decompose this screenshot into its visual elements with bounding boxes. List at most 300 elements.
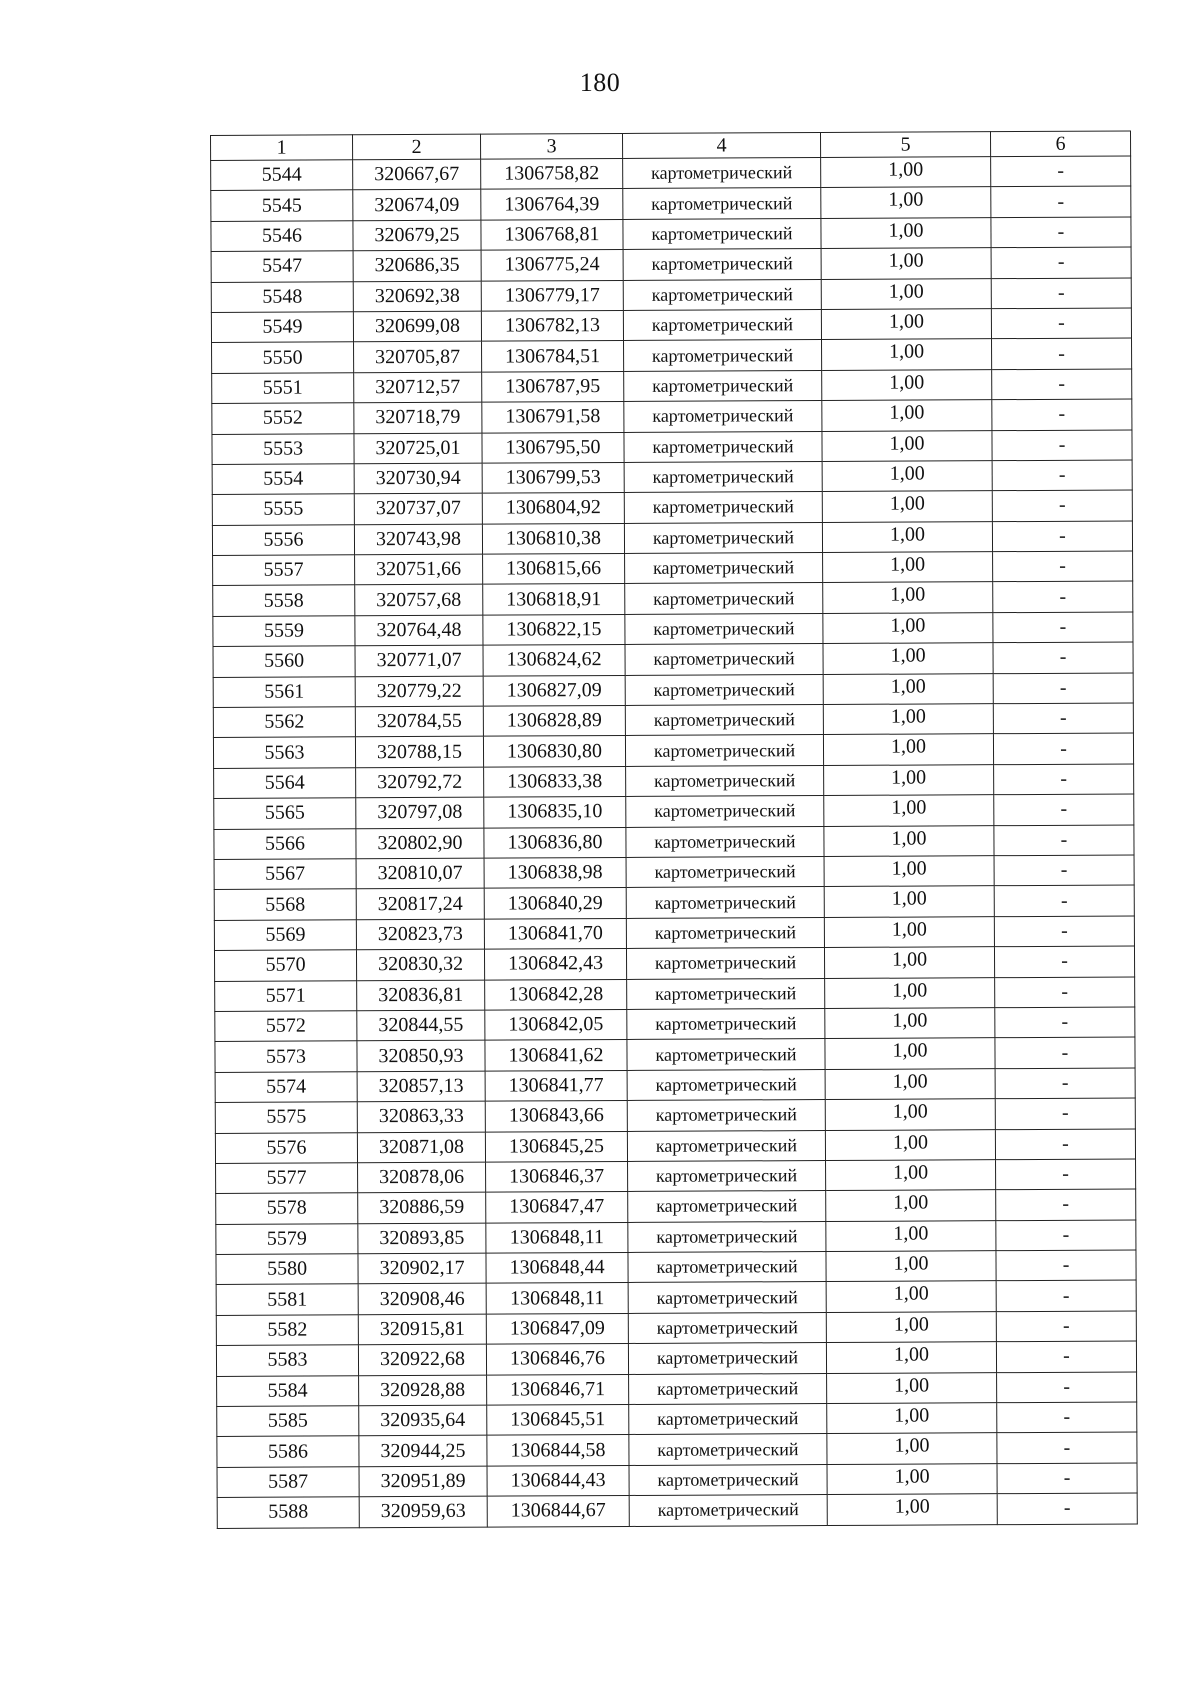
note-cell: - bbox=[993, 642, 1133, 673]
x-coordinate-cell: 320844,55 bbox=[357, 1010, 485, 1041]
x-coordinate-cell: 320725,01 bbox=[354, 433, 482, 464]
point-number-cell: 5580 bbox=[216, 1254, 358, 1285]
y-coordinate-cell: 1306844,67 bbox=[487, 1496, 629, 1527]
x-coordinate-cell: 320908,46 bbox=[358, 1284, 486, 1315]
x-coordinate-cell: 320771,07 bbox=[355, 645, 483, 676]
x-coordinate-cell: 320857,13 bbox=[357, 1071, 485, 1102]
note-cell: - bbox=[996, 1189, 1136, 1220]
accuracy-cell: 1,00 bbox=[824, 886, 994, 917]
accuracy-cell: 1,00 bbox=[825, 1099, 995, 1130]
table-row bbox=[213, 733, 1133, 768]
table-row bbox=[211, 278, 1131, 313]
accuracy-cell: 1,00 bbox=[822, 491, 992, 522]
table-row bbox=[215, 1098, 1135, 1133]
method-cell: картометрический bbox=[623, 279, 821, 310]
y-coordinate-cell: 1306848,44 bbox=[486, 1253, 628, 1284]
note-cell: - bbox=[993, 673, 1133, 704]
table-row bbox=[215, 1068, 1135, 1103]
note-cell: - bbox=[994, 885, 1134, 916]
method-cell: картометрический bbox=[626, 887, 824, 918]
accuracy-cell: 1,00 bbox=[823, 552, 993, 583]
x-coordinate-cell: 320836,81 bbox=[357, 980, 485, 1011]
accuracy-cell: 1,00 bbox=[821, 157, 991, 188]
method-cell: картометрический bbox=[627, 978, 825, 1009]
note-cell: - bbox=[994, 916, 1134, 947]
note-cell: - bbox=[993, 551, 1133, 582]
point-number-cell: 5548 bbox=[211, 281, 353, 312]
y-coordinate-cell: 1306830,80 bbox=[483, 736, 625, 767]
method-cell: картометрический bbox=[625, 553, 823, 584]
accuracy-cell: 1,00 bbox=[824, 795, 994, 826]
note-cell: - bbox=[991, 186, 1131, 217]
accuracy-cell: 1,00 bbox=[821, 278, 991, 309]
note-cell: - bbox=[993, 703, 1133, 734]
method-cell: картометрический bbox=[628, 1312, 826, 1343]
x-coordinate-cell: 320959,63 bbox=[359, 1496, 487, 1527]
method-cell: картометрический bbox=[624, 522, 822, 553]
table-row bbox=[211, 217, 1131, 252]
accuracy-cell: 1,00 bbox=[823, 734, 993, 765]
method-cell: картометрический bbox=[629, 1464, 827, 1495]
note-cell: - bbox=[995, 1128, 1135, 1159]
page-number: 180 bbox=[579, 68, 621, 97]
x-coordinate-cell: 320935,64 bbox=[359, 1405, 487, 1436]
x-coordinate-cell: 320667,67 bbox=[353, 159, 481, 190]
accuracy-cell: 1,00 bbox=[826, 1160, 996, 1191]
accuracy-cell: 1,00 bbox=[821, 187, 991, 218]
x-coordinate-cell: 320788,15 bbox=[355, 737, 483, 768]
table-row bbox=[213, 703, 1133, 738]
table-body bbox=[211, 156, 1138, 1528]
column-header-1: 1 bbox=[211, 135, 353, 161]
accuracy-cell: 1,00 bbox=[827, 1372, 997, 1403]
y-coordinate-cell: 1306846,76 bbox=[486, 1344, 628, 1375]
point-number-cell: 5585 bbox=[217, 1406, 359, 1437]
y-coordinate-cell: 1306847,47 bbox=[486, 1192, 628, 1223]
y-coordinate-cell: 1306841,62 bbox=[485, 1040, 627, 1071]
point-number-cell: 5577 bbox=[216, 1163, 358, 1194]
x-coordinate-cell: 320928,88 bbox=[359, 1375, 487, 1406]
x-coordinate-cell: 320922,68 bbox=[358, 1344, 486, 1375]
x-coordinate-cell: 320686,35 bbox=[353, 250, 481, 281]
y-coordinate-cell: 1306845,51 bbox=[487, 1404, 629, 1435]
y-coordinate-cell: 1306843,66 bbox=[485, 1101, 627, 1132]
method-cell: картометрический bbox=[623, 249, 821, 280]
method-cell: картометрический bbox=[626, 856, 824, 887]
y-coordinate-cell: 1306779,17 bbox=[481, 280, 623, 311]
table-row bbox=[215, 1007, 1135, 1042]
x-coordinate-cell: 320863,33 bbox=[357, 1101, 485, 1132]
note-cell: - bbox=[992, 399, 1132, 430]
y-coordinate-cell: 1306775,24 bbox=[481, 250, 623, 281]
method-cell: картометрический bbox=[624, 340, 822, 371]
note-cell: - bbox=[996, 1250, 1136, 1281]
table-row bbox=[216, 1341, 1136, 1376]
table-row bbox=[214, 764, 1134, 799]
coordinates-table-wrapper bbox=[210, 130, 1138, 1528]
table-row bbox=[216, 1311, 1136, 1346]
x-coordinate-cell: 320674,09 bbox=[353, 190, 481, 221]
table-row bbox=[217, 1463, 1137, 1498]
method-cell: картометрический bbox=[624, 401, 822, 432]
accuracy-cell: 1,00 bbox=[824, 916, 994, 947]
y-coordinate-cell: 1306844,58 bbox=[487, 1435, 629, 1466]
point-number-cell: 5578 bbox=[216, 1193, 358, 1224]
column-header-5: 5 bbox=[820, 132, 990, 158]
point-number-cell: 5587 bbox=[217, 1467, 359, 1498]
note-cell: - bbox=[992, 369, 1132, 400]
y-coordinate-cell: 1306842,05 bbox=[485, 1009, 627, 1040]
table-row bbox=[213, 551, 1133, 586]
method-cell: картометрический bbox=[623, 309, 821, 340]
accuracy-cell: 1,00 bbox=[824, 825, 994, 856]
table-row bbox=[217, 1402, 1137, 1437]
x-coordinate-cell: 320817,24 bbox=[356, 889, 484, 920]
point-number-cell: 5568 bbox=[214, 889, 356, 920]
method-cell: картометрический bbox=[626, 948, 824, 979]
method-cell: картометрический bbox=[625, 613, 823, 644]
y-coordinate-cell: 1306841,70 bbox=[484, 918, 626, 949]
note-cell: - bbox=[995, 1098, 1135, 1129]
table-row bbox=[214, 885, 1134, 920]
x-coordinate-cell: 320784,55 bbox=[355, 706, 483, 737]
method-cell: картометрический bbox=[624, 370, 822, 401]
point-number-cell: 5555 bbox=[212, 494, 354, 525]
y-coordinate-cell: 1306799,53 bbox=[482, 462, 624, 493]
point-number-cell: 5554 bbox=[212, 464, 354, 495]
x-coordinate-cell: 320764,48 bbox=[355, 615, 483, 646]
method-cell: картометрический bbox=[629, 1495, 827, 1526]
accuracy-cell: 1,00 bbox=[826, 1190, 996, 1221]
y-coordinate-cell: 1306842,43 bbox=[484, 949, 626, 980]
note-cell: - bbox=[991, 278, 1131, 309]
table-row bbox=[213, 612, 1133, 647]
note-cell: - bbox=[995, 1037, 1135, 1068]
method-cell: картометрический bbox=[624, 461, 822, 492]
method-cell: картометрический bbox=[628, 1160, 826, 1191]
accuracy-cell: 1,00 bbox=[826, 1281, 996, 1312]
coordinates-table bbox=[210, 130, 1138, 1528]
y-coordinate-cell: 1306764,39 bbox=[481, 189, 623, 220]
table-row bbox=[215, 1037, 1135, 1072]
point-number-cell: 5573 bbox=[215, 1041, 357, 1072]
x-coordinate-cell: 320705,87 bbox=[354, 342, 482, 373]
table-row bbox=[216, 1220, 1136, 1255]
x-coordinate-cell: 320810,07 bbox=[356, 858, 484, 889]
method-cell: картометрический bbox=[625, 705, 823, 736]
point-number-cell: 5561 bbox=[213, 676, 355, 707]
method-cell: картометрический bbox=[624, 492, 822, 523]
accuracy-cell: 1,00 bbox=[825, 1008, 995, 1039]
note-cell: - bbox=[995, 1007, 1135, 1038]
note-cell: - bbox=[991, 217, 1131, 248]
accuracy-cell: 1,00 bbox=[827, 1403, 997, 1434]
point-number-cell: 5545 bbox=[211, 190, 353, 221]
note-cell: - bbox=[991, 247, 1131, 278]
accuracy-cell: 1,00 bbox=[826, 1312, 996, 1343]
note-cell: - bbox=[992, 430, 1132, 461]
accuracy-cell: 1,00 bbox=[827, 1433, 997, 1464]
accuracy-cell: 1,00 bbox=[825, 1038, 995, 1069]
x-coordinate-cell: 320893,85 bbox=[358, 1223, 486, 1254]
table-row bbox=[214, 794, 1134, 829]
table-row bbox=[213, 642, 1133, 677]
point-number-cell: 5575 bbox=[215, 1102, 357, 1133]
method-cell: картометрический bbox=[625, 644, 823, 675]
point-number-cell: 5583 bbox=[216, 1345, 358, 1376]
note-cell: - bbox=[997, 1402, 1137, 1433]
x-coordinate-cell: 320712,57 bbox=[354, 372, 482, 403]
point-number-cell: 5576 bbox=[215, 1132, 357, 1163]
method-cell: картометрический bbox=[628, 1252, 826, 1283]
table-row bbox=[211, 247, 1131, 282]
accuracy-cell: 1,00 bbox=[827, 1463, 997, 1494]
table-row bbox=[212, 490, 1132, 525]
table-row bbox=[212, 521, 1132, 556]
point-number-cell: 5551 bbox=[212, 373, 354, 404]
note-cell: - bbox=[994, 764, 1134, 795]
x-coordinate-cell: 320699,08 bbox=[353, 311, 481, 342]
table-row bbox=[214, 946, 1134, 981]
y-coordinate-cell: 1306758,82 bbox=[481, 158, 623, 189]
point-number-cell: 5581 bbox=[216, 1284, 358, 1315]
y-coordinate-cell: 1306836,80 bbox=[484, 827, 626, 858]
point-number-cell: 5582 bbox=[216, 1315, 358, 1346]
x-coordinate-cell: 320743,98 bbox=[354, 524, 482, 555]
note-cell: - bbox=[997, 1463, 1137, 1494]
point-number-cell: 5565 bbox=[214, 798, 356, 829]
y-coordinate-cell: 1306845,25 bbox=[485, 1131, 627, 1162]
x-coordinate-cell: 320779,22 bbox=[355, 676, 483, 707]
point-number-cell: 5586 bbox=[217, 1436, 359, 1467]
table-row bbox=[217, 1432, 1137, 1467]
point-number-cell: 5556 bbox=[212, 524, 354, 555]
accuracy-cell: 1,00 bbox=[824, 947, 994, 978]
note-cell: - bbox=[991, 156, 1131, 187]
note-cell: - bbox=[996, 1280, 1136, 1311]
accuracy-cell: 1,00 bbox=[822, 521, 992, 552]
table-row bbox=[216, 1280, 1136, 1315]
point-number-cell: 5567 bbox=[214, 859, 356, 890]
table-row bbox=[214, 825, 1134, 860]
point-number-cell: 5564 bbox=[214, 768, 356, 799]
y-coordinate-cell: 1306833,38 bbox=[484, 766, 626, 797]
note-cell: - bbox=[996, 1159, 1136, 1190]
x-coordinate-cell: 320871,08 bbox=[357, 1132, 485, 1163]
point-number-cell: 5546 bbox=[211, 221, 353, 252]
table-row bbox=[212, 399, 1132, 434]
x-coordinate-cell: 320797,08 bbox=[356, 797, 484, 828]
point-number-cell: 5579 bbox=[216, 1223, 358, 1254]
table-row bbox=[213, 581, 1133, 616]
table-row bbox=[212, 369, 1132, 404]
point-number-cell: 5569 bbox=[214, 920, 356, 951]
method-cell: картометрический bbox=[623, 218, 821, 249]
note-cell: - bbox=[996, 1341, 1136, 1372]
method-cell: картометрический bbox=[626, 796, 824, 827]
note-cell: - bbox=[992, 460, 1132, 491]
method-cell: картометрический bbox=[627, 1069, 825, 1100]
y-coordinate-cell: 1306791,58 bbox=[482, 402, 624, 433]
table-row bbox=[217, 1493, 1137, 1528]
column-header-6: 6 bbox=[990, 131, 1130, 157]
point-number-cell: 5547 bbox=[211, 251, 353, 282]
accuracy-cell: 1,00 bbox=[827, 1494, 997, 1525]
x-coordinate-cell: 320823,73 bbox=[356, 919, 484, 950]
y-coordinate-cell: 1306847,09 bbox=[486, 1313, 628, 1344]
y-coordinate-cell: 1306841,77 bbox=[485, 1070, 627, 1101]
point-number-cell: 5566 bbox=[214, 828, 356, 859]
point-number-cell: 5562 bbox=[213, 707, 355, 738]
method-cell: картометрический bbox=[627, 1100, 825, 1131]
point-number-cell: 5552 bbox=[212, 403, 354, 434]
y-coordinate-cell: 1306844,43 bbox=[487, 1465, 629, 1496]
note-cell: - bbox=[993, 581, 1133, 612]
accuracy-cell: 1,00 bbox=[822, 369, 992, 400]
method-cell: картометрический bbox=[623, 158, 821, 189]
method-cell: картометрический bbox=[629, 1434, 827, 1465]
accuracy-cell: 1,00 bbox=[826, 1251, 996, 1282]
x-coordinate-cell: 320751,66 bbox=[355, 554, 483, 585]
table-row bbox=[212, 430, 1132, 465]
accuracy-cell: 1,00 bbox=[823, 673, 993, 704]
note-cell: - bbox=[996, 1311, 1136, 1342]
point-number-cell: 5574 bbox=[215, 1072, 357, 1103]
method-cell: картометрический bbox=[627, 1130, 825, 1161]
column-header-4: 4 bbox=[622, 133, 820, 159]
method-cell: картометрический bbox=[629, 1404, 827, 1435]
table-row bbox=[213, 673, 1133, 708]
point-number-cell: 5557 bbox=[213, 555, 355, 586]
note-cell: - bbox=[994, 794, 1134, 825]
accuracy-cell: 1,00 bbox=[823, 643, 993, 674]
accuracy-cell: 1,00 bbox=[823, 582, 993, 613]
x-coordinate-cell: 320679,25 bbox=[353, 220, 481, 251]
y-coordinate-cell: 1306842,28 bbox=[485, 979, 627, 1010]
method-cell: картометрический bbox=[626, 826, 824, 857]
table-row bbox=[212, 338, 1132, 373]
method-cell: картометрический bbox=[627, 1008, 825, 1039]
y-coordinate-cell: 1306815,66 bbox=[483, 554, 625, 585]
method-cell: картометрический bbox=[624, 431, 822, 462]
accuracy-cell: 1,00 bbox=[821, 309, 991, 340]
note-cell: - bbox=[997, 1432, 1137, 1463]
table-row bbox=[216, 1250, 1136, 1285]
note-cell: - bbox=[991, 308, 1131, 339]
note-cell: - bbox=[995, 1068, 1135, 1099]
y-coordinate-cell: 1306848,11 bbox=[486, 1222, 628, 1253]
y-coordinate-cell: 1306810,38 bbox=[482, 523, 624, 554]
method-cell: картометрический bbox=[629, 1373, 827, 1404]
method-cell: картометрический bbox=[628, 1343, 826, 1374]
y-coordinate-cell: 1306787,95 bbox=[482, 371, 624, 402]
table-row bbox=[214, 916, 1134, 951]
accuracy-cell: 1,00 bbox=[826, 1342, 996, 1373]
accuracy-cell: 1,00 bbox=[823, 704, 993, 735]
note-cell: - bbox=[996, 1220, 1136, 1251]
x-coordinate-cell: 320692,38 bbox=[353, 281, 481, 312]
accuracy-cell: 1,00 bbox=[821, 248, 991, 279]
table-row bbox=[211, 156, 1131, 191]
note-cell: - bbox=[994, 855, 1134, 886]
note-cell: - bbox=[994, 825, 1134, 856]
point-number-cell: 5544 bbox=[211, 160, 353, 191]
y-coordinate-cell: 1306838,98 bbox=[484, 857, 626, 888]
x-coordinate-cell: 320730,94 bbox=[354, 463, 482, 494]
y-coordinate-cell: 1306784,51 bbox=[482, 341, 624, 372]
method-cell: картометрический bbox=[625, 583, 823, 614]
note-cell: - bbox=[997, 1493, 1137, 1524]
y-coordinate-cell: 1306846,37 bbox=[486, 1161, 628, 1192]
accuracy-cell: 1,00 bbox=[825, 1068, 995, 1099]
point-number-cell: 5572 bbox=[215, 1011, 357, 1042]
x-coordinate-cell: 320902,17 bbox=[358, 1253, 486, 1284]
table-row bbox=[217, 1372, 1137, 1407]
note-cell: - bbox=[993, 733, 1133, 764]
method-cell: картометрический bbox=[628, 1282, 826, 1313]
accuracy-cell: 1,00 bbox=[824, 856, 994, 887]
x-coordinate-cell: 320830,32 bbox=[356, 949, 484, 980]
x-coordinate-cell: 320915,81 bbox=[358, 1314, 486, 1345]
accuracy-cell: 1,00 bbox=[824, 764, 994, 795]
x-coordinate-cell: 320737,07 bbox=[354, 493, 482, 524]
point-number-cell: 5570 bbox=[214, 950, 356, 981]
table-row bbox=[211, 308, 1131, 343]
point-number-cell: 5553 bbox=[212, 433, 354, 464]
method-cell: картометрический bbox=[625, 674, 823, 705]
note-cell: - bbox=[997, 1372, 1137, 1403]
column-header-3: 3 bbox=[480, 133, 622, 159]
y-coordinate-cell: 1306840,29 bbox=[484, 888, 626, 919]
y-coordinate-cell: 1306804,92 bbox=[482, 493, 624, 524]
note-cell: - bbox=[993, 612, 1133, 643]
point-number-cell: 5588 bbox=[217, 1497, 359, 1528]
accuracy-cell: 1,00 bbox=[823, 613, 993, 644]
y-coordinate-cell: 1306828,89 bbox=[483, 706, 625, 737]
y-coordinate-cell: 1306782,13 bbox=[481, 310, 623, 341]
y-coordinate-cell: 1306822,15 bbox=[483, 614, 625, 645]
table-row bbox=[215, 977, 1135, 1012]
note-cell: - bbox=[992, 521, 1132, 552]
x-coordinate-cell: 320944,25 bbox=[359, 1436, 487, 1467]
y-coordinate-cell: 1306846,71 bbox=[487, 1374, 629, 1405]
point-number-cell: 5560 bbox=[213, 646, 355, 677]
point-number-cell: 5563 bbox=[213, 737, 355, 768]
method-cell: картометрический bbox=[626, 765, 824, 796]
point-number-cell: 5549 bbox=[211, 312, 353, 343]
y-coordinate-cell: 1306835,10 bbox=[484, 797, 626, 828]
method-cell: картометрический bbox=[623, 188, 821, 219]
point-number-cell: 5559 bbox=[213, 616, 355, 647]
accuracy-cell: 1,00 bbox=[822, 339, 992, 370]
table-row bbox=[215, 1128, 1135, 1163]
y-coordinate-cell: 1306795,50 bbox=[482, 432, 624, 463]
x-coordinate-cell: 320886,59 bbox=[358, 1192, 486, 1223]
y-coordinate-cell: 1306768,81 bbox=[481, 219, 623, 250]
note-cell: - bbox=[992, 490, 1132, 521]
point-number-cell: 5550 bbox=[212, 342, 354, 373]
y-coordinate-cell: 1306827,09 bbox=[483, 675, 625, 706]
x-coordinate-cell: 320718,79 bbox=[354, 402, 482, 433]
y-coordinate-cell: 1306824,62 bbox=[483, 645, 625, 676]
point-number-cell: 5584 bbox=[217, 1375, 359, 1406]
method-cell: картометрический bbox=[625, 735, 823, 766]
note-cell: - bbox=[995, 977, 1135, 1008]
accuracy-cell: 1,00 bbox=[822, 461, 992, 492]
x-coordinate-cell: 320878,06 bbox=[358, 1162, 486, 1193]
point-number-cell: 5558 bbox=[213, 585, 355, 616]
note-cell: - bbox=[994, 946, 1134, 977]
